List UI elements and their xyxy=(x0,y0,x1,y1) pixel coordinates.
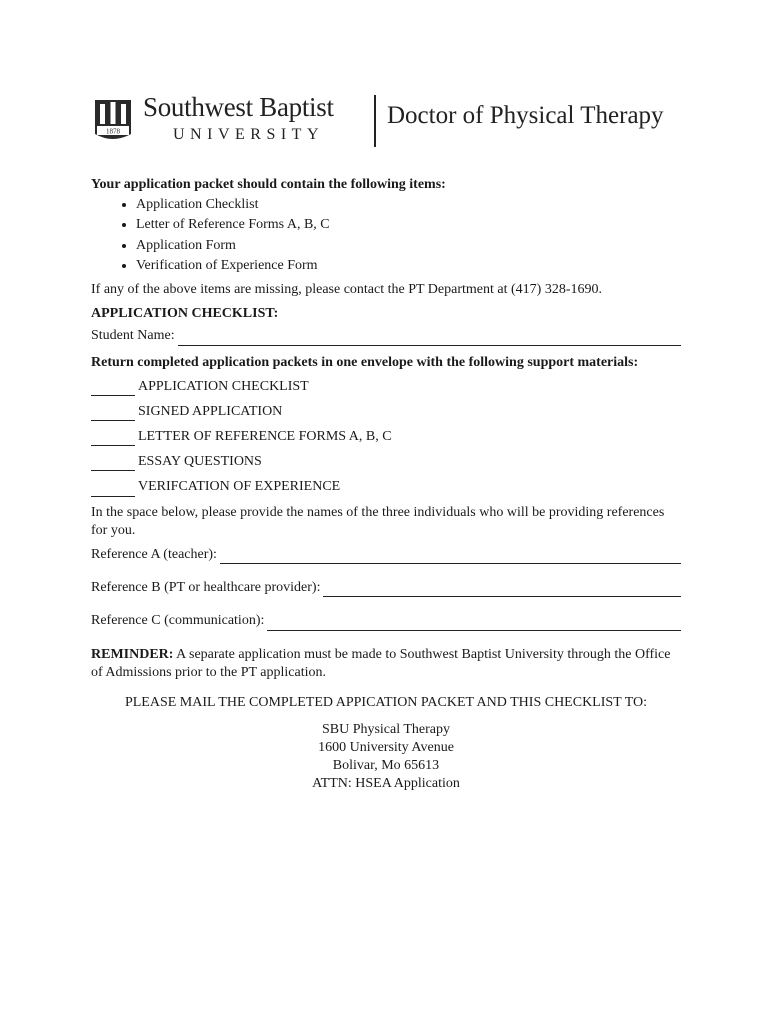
document-header xyxy=(93,92,693,152)
reminder-paragraph xyxy=(91,646,681,682)
document-body xyxy=(91,176,681,793)
reference-b-label: Reference B (PT or healthcare provider): xyxy=(91,580,321,596)
student-name-row xyxy=(91,327,681,345)
reference-c-label: Reference C (communication): xyxy=(91,613,265,629)
checklist-item-label: ESSAY QUESTIONS xyxy=(138,454,262,470)
reference-b-row xyxy=(91,579,681,597)
checklist-row xyxy=(91,403,681,421)
checklist-blank[interactable] xyxy=(91,406,135,421)
reference-a-label: Reference A (teacher): xyxy=(91,547,217,562)
university-logo-icon xyxy=(93,94,133,144)
checklist-row xyxy=(91,453,681,471)
contact-note: If any of the above items are missing, please contact the PT Department at (417) 328-1690. xyxy=(91,281,602,297)
mail-heading: PLEASE MAIL THE COMPLETED APPICATION PACKET AND THIS CHECKLIST TO: xyxy=(124,694,648,710)
program-title: Doctor of Physical Therapy xyxy=(387,102,664,129)
checklist-item-label: SIGNED APPLICATION xyxy=(138,403,283,419)
checklist-blank[interactable] xyxy=(91,431,135,446)
address-line: SBU Physical Therapy xyxy=(321,722,451,738)
reference-c-row xyxy=(91,612,681,630)
reference-a-row xyxy=(91,546,681,564)
reference-instructions: In the space below, please provide the names of the three individuals who will be providing references for you. xyxy=(91,504,665,538)
checklist-blank[interactable] xyxy=(91,482,135,497)
checklist-row xyxy=(91,428,681,446)
list-item: • Letter of Reference Forms A, B, C xyxy=(136,216,681,234)
reference-c-field[interactable] xyxy=(267,616,681,631)
packet-contents-heading: Your application packet should contain the following items: xyxy=(91,177,446,192)
reminder-text: A separate application must be made to Southwest Baptist University through the Office of Admissions prior to the PT application. xyxy=(91,646,671,680)
university-name: Southwest Baptist xyxy=(143,92,334,122)
return-instructions: Return completed application packets in one envelope with the following support materials: xyxy=(91,354,639,370)
reference-a-field[interactable] xyxy=(220,549,681,564)
checklist-row xyxy=(91,478,681,496)
logo-year: 1878 xyxy=(106,127,120,136)
header-divider xyxy=(374,95,376,147)
reference-b-field[interactable] xyxy=(323,582,681,597)
checklist-row xyxy=(91,378,681,396)
checklist-item-label: APPLICATION CHECKLIST xyxy=(138,378,309,394)
address-line: ATTN: HSEA Application xyxy=(312,775,460,791)
address-line: 1600 University Avenue xyxy=(318,740,454,756)
university-subtitle: UNIVERSITY xyxy=(173,126,324,143)
student-name-field[interactable] xyxy=(178,331,681,346)
checklist-title: APPLICATION CHECKLIST: xyxy=(91,306,279,322)
checklist-blank[interactable] xyxy=(91,456,135,471)
checklist-item-label: VERIFCATION OF EXPERIENCE xyxy=(138,479,341,495)
list-item: • Application Form xyxy=(136,237,681,255)
mailing-address xyxy=(91,721,681,793)
checklist-item-label: LETTER OF REFERENCE FORMS A, B, C xyxy=(138,429,392,445)
reminder-label: REMINDER: xyxy=(91,646,174,662)
address-line: Bolivar, Mo 65613 xyxy=(332,757,440,773)
list-item: • Application Checklist xyxy=(136,196,681,214)
checklist-blank[interactable] xyxy=(91,381,135,396)
student-name-label: Student Name: xyxy=(91,328,175,344)
list-item: • Verification of Experience Form xyxy=(136,257,681,275)
packet-items-list xyxy=(91,196,681,275)
